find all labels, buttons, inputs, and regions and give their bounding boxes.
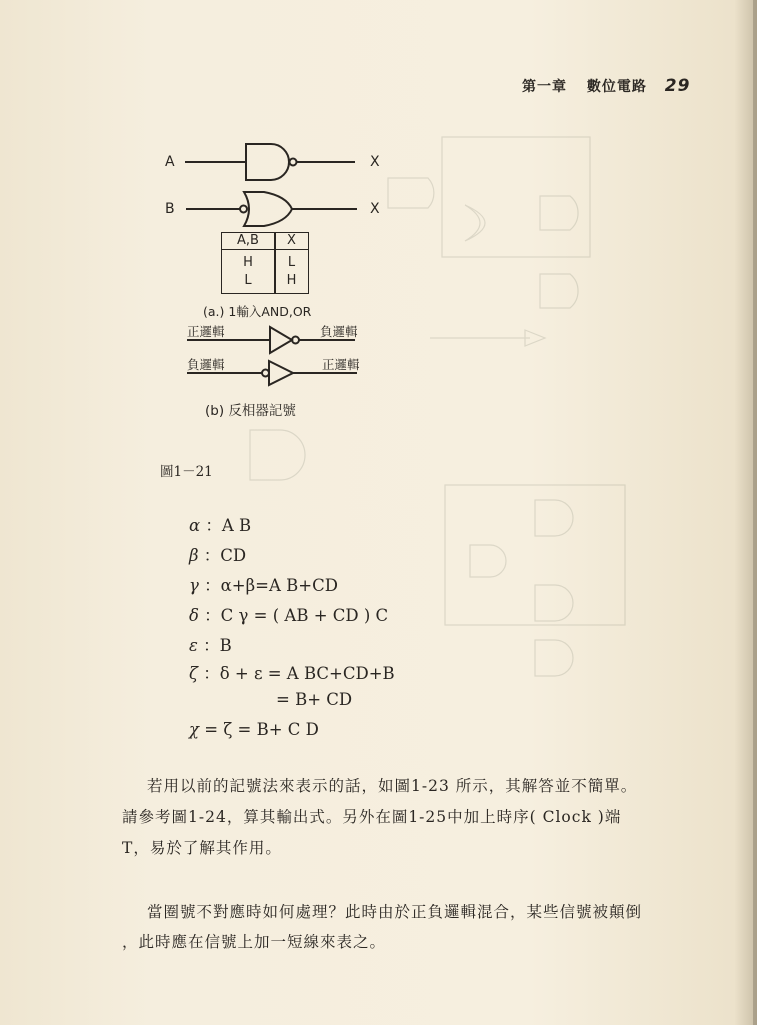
equation-body: = B+ CD [276,690,353,709]
paragraph-line: T，易於了解其作用。 [122,839,282,857]
nor-style-gate-icon [186,192,357,226]
equation-body: ：A B [200,516,252,535]
equation-body: ：CD [198,546,247,565]
input-label-a: A [165,154,175,170]
input-label-b: B [165,201,175,217]
equation-body: ：δ + ε = A BC+CD+B [197,664,395,683]
equation-body: = ζ = B+ C D [199,720,319,739]
figure-a-caption: (a.) 1輸入AND,OR [203,304,312,319]
equation-line [189,720,319,739]
paragraph-line: 若用以前的記號法來表示的話，如圖1-23 所示，其解答並不簡單。 [147,777,638,795]
paragraph-line: 當圈號不對應時如何處理？此時由於正負邏輯混合，某些信號被顛倒 [147,903,643,921]
nand-style-gate-icon [185,144,355,180]
truth-table-header-ab: A,B [237,233,259,248]
equation-line [189,602,388,626]
equation-body: ：α+β=A B+CD [198,576,338,595]
equation-line [189,572,338,596]
equation-symbol: α [189,516,201,535]
equation-line [189,512,251,536]
inverter1-left-label: 正邏輯 [187,324,225,339]
truth-table-cell: H [243,255,253,270]
truth-table [221,232,309,294]
truth-table-cell: L [244,273,252,288]
equation-line [189,660,395,684]
output-label-x1: X [370,154,380,170]
page-number: 29 [664,76,691,96]
equation-line [276,690,352,709]
truth-table-cell: L [287,255,296,270]
paragraph-line: 請參考圖1-24，算其輸出式。另外在圖1-25中加上時序( Clock )端 [122,808,622,826]
chapter-label: 第一章 [522,79,567,95]
equation-symbol: ε [189,636,198,655]
paragraph-line: ，此時應在信號上加一短線來表之。 [122,933,387,951]
equation-line [189,542,246,566]
equation-body: ：B [197,636,232,655]
truth-table-header-x: X [287,233,296,248]
inverter1-right-label: 負邏輯 [320,324,358,339]
equation-symbol: ζ [189,664,198,683]
equation-body: ：C γ = ( AB + CD ) C [198,606,389,625]
figure-number: 圖1－21 [160,464,213,480]
equation-symbol: γ [189,576,199,595]
figure-b-caption: (b) 反相器記號 [205,403,296,419]
inverter2-right-label: 正邏輯 [322,357,360,372]
output-label-x2: X [370,201,380,217]
truth-table-cell: H [286,273,297,288]
equation-line [189,632,232,656]
equation-symbol: δ [189,606,199,625]
chapter-title: 數位電路 [586,79,647,95]
equation-symbol: β [189,546,199,565]
equation-symbol: χ [189,720,199,739]
inverter2-left-label: 負邏輯 [187,357,225,372]
